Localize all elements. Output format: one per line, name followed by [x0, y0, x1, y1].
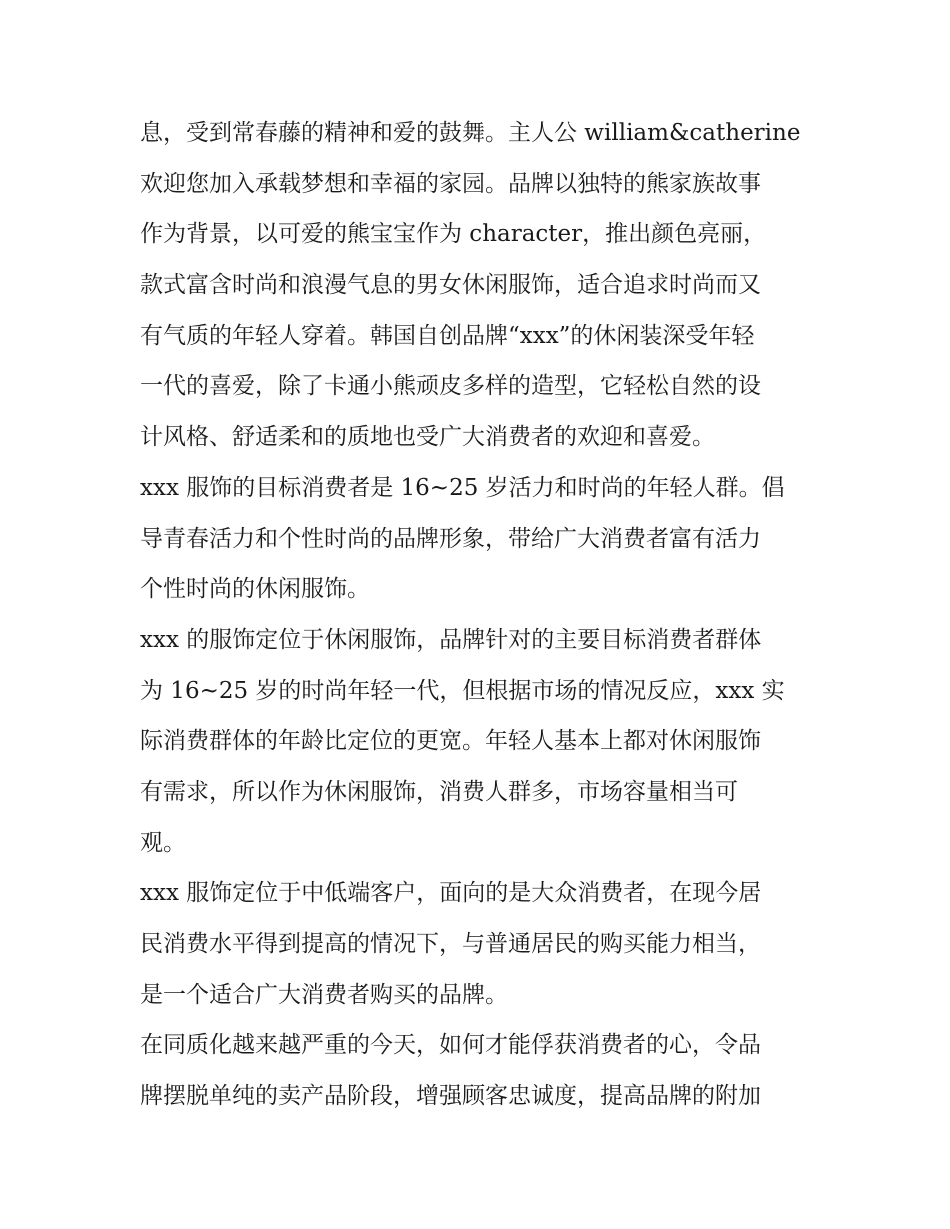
text-line: 民消费水平得到提高的情况下，与普通居民的购买能力相当，	[140, 931, 761, 957]
text-line: 有需求，所以作为休闲服饰，消费人群多，市场容量相当可	[140, 778, 738, 805]
text-line: xxx 服饰的目标消费者是 16~25 岁活力和时尚的年轻人群。倡	[140, 474, 785, 501]
text-line: 牌摆脱单纯的卖产品阶段，增强顾客忠诚度，提高品牌的附加	[140, 1083, 761, 1110]
text-line: 为 16~25 岁的时尚年轻一代，但根据市场的情况反应，xxx 实	[140, 677, 785, 704]
text-line: 一代的喜爱，除了卡通小熊顽皮多样的造型，它轻松自然的设	[140, 373, 761, 400]
text-line: 计风格、舒适柔和的质地也受广大消费者的欢迎和喜爱。	[140, 424, 715, 451]
text-line: 款式富含时尚和浪漫气息的男女休闲服饰，适合追求时尚而又	[140, 272, 761, 299]
text-line: 观。	[140, 829, 186, 856]
text-line: xxx 的服饰定位于休闲服饰，品牌针对的主要目标消费者群体	[140, 626, 762, 653]
text-line: 息，受到常春藤的精神和爱的鼓舞。主人公 william&catherine	[140, 120, 801, 146]
text-line: 在同质化越来越严重的今天，如何才能俘获消费者的心，令品	[140, 1032, 761, 1059]
text-line: 导青春活力和个性时尚的品牌形象，带给广大消费者富有活力	[140, 525, 761, 552]
text-line: 个性时尚的休闲服饰。	[140, 576, 370, 603]
text-line: 作为背景，以可爱的熊宝宝作为 character，推出颜色亮丽，	[140, 221, 767, 248]
text-line: 有气质的年轻人穿着。韩国自创品牌“xxx”的休闲装深受年轻	[140, 322, 755, 349]
text-line: 是一个适合广大消费者购买的品牌。	[140, 981, 508, 1008]
text-line: 欢迎您加入承载梦想和幸福的家园。品牌以独特的熊家族故事	[140, 170, 761, 197]
text-line: 际消费群体的年龄比定位的更宽。年轻人基本上都对休闲服饰	[140, 728, 761, 755]
text-line: xxx 服饰定位于中低端客户，面向的是大众消费者，在现今居	[140, 880, 762, 907]
document-body	[140, 108, 815, 1122]
